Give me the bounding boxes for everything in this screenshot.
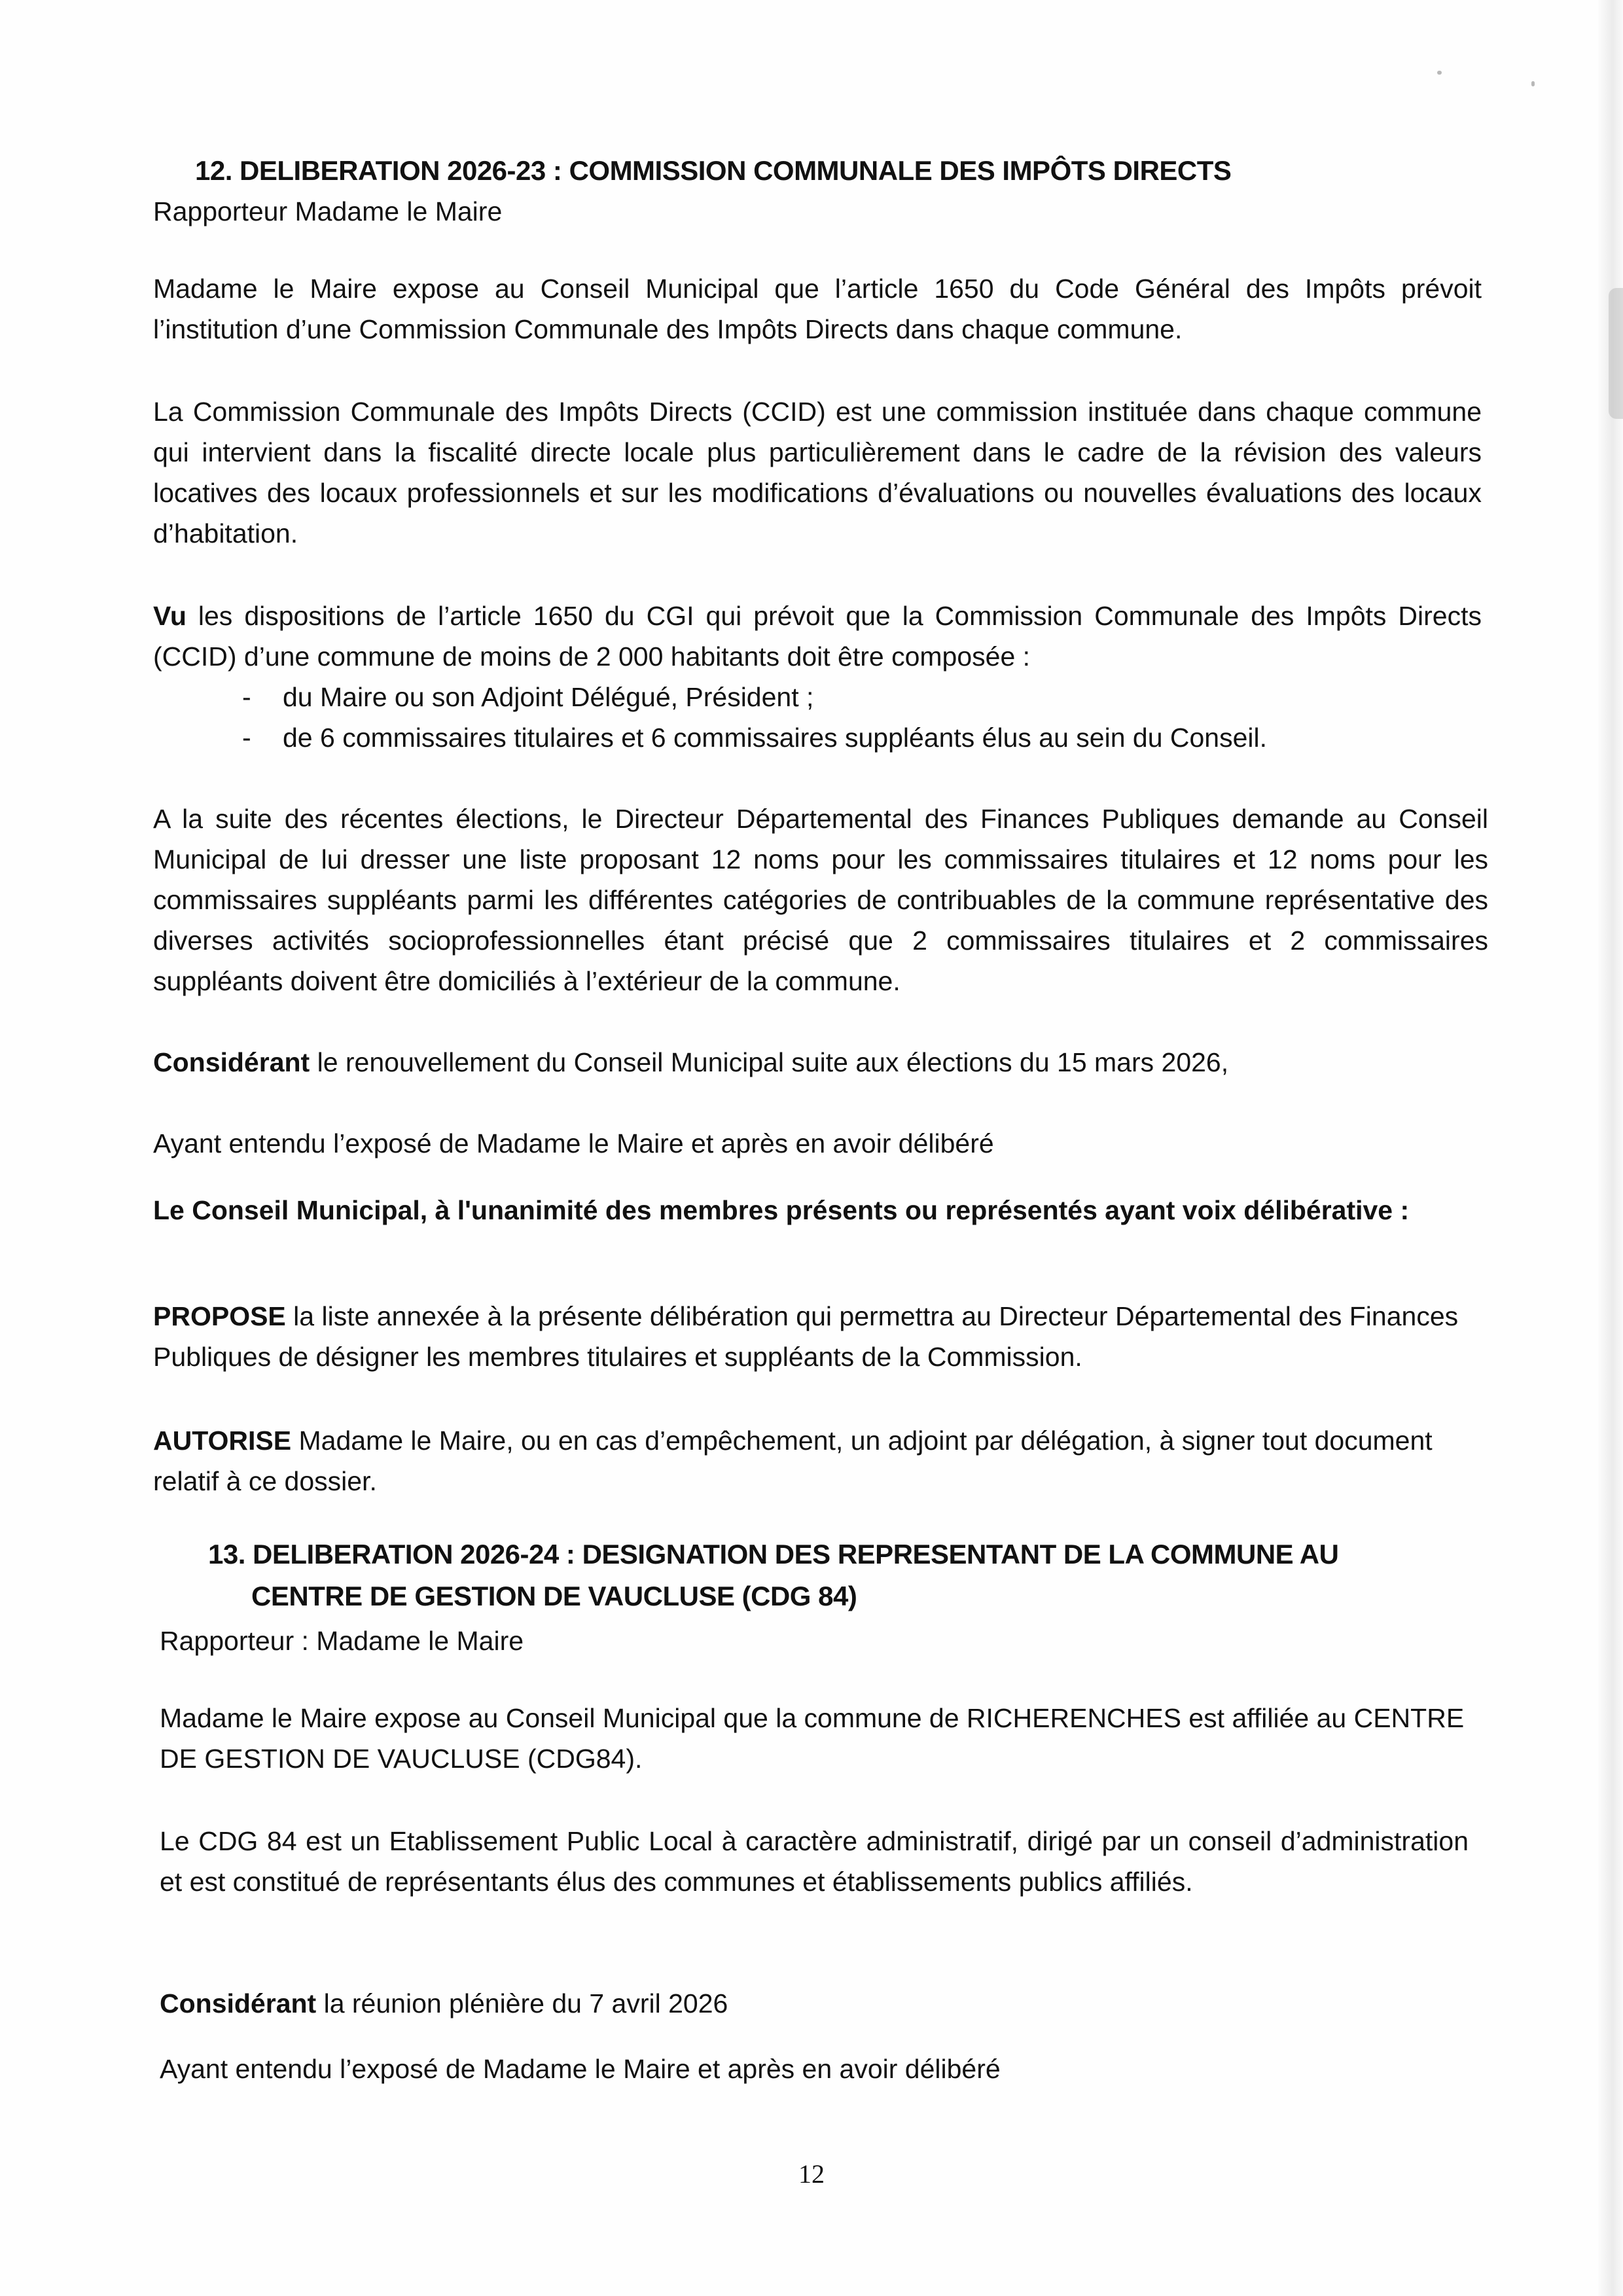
section-12-rapporteur: Rapporteur Madame le Maire — [153, 196, 503, 226]
section-12-heading: 12. DELIBERATION 2026-23 : COMMISSION COMMUNALE DES IMPÔTS DIRECTS — [195, 155, 1232, 186]
section-12-vu-paragraph — [153, 596, 1482, 677]
section-12-considerant — [153, 1042, 1488, 1083]
considerant-label: Considérant — [160, 1988, 317, 2018]
considerant-text: la réunion plénière du 7 avril 2026 — [316, 1988, 728, 2018]
section-12-propose — [153, 1296, 1462, 1377]
composition-item: - de 6 commissaires titulaires et 6 commissaires suppléants élus au sein du Conseil. — [153, 717, 1488, 758]
section-12-ayant-entendu: Ayant entendu l’exposé de Madame le Maire et après en avoir délibéré — [153, 1128, 994, 1158]
section-13-considerant — [160, 1983, 1495, 2024]
considerant-text: le renouvellement du Conseil Municipal suite aux élections du 15 mars 2026, — [310, 1047, 1229, 1077]
section-12-autorise — [153, 1420, 1462, 1501]
section-13-rapporteur: Rapporteur : Madame le Maire — [160, 1626, 524, 1656]
vu-label: Vu — [153, 601, 187, 631]
section-12-paragraph-2: La Commission Communale des Impôts Directs (CCID) est une commission instituée dans chaque commune qui intervient dans la fiscalité directe locale plus particulièrement dans le cadre de la révision des valeurs locatives des locaux professionnels et sur les modifications d’évaluations ou nouvelles évaluations des locaux d’habitation. — [153, 397, 1482, 548]
section-13-ayant-entendu: Ayant entendu l’exposé de Madame le Maire et après en avoir délibéré — [160, 2054, 1001, 2084]
autorise-label: AUTORISE — [153, 1426, 292, 1456]
composition-item: - du Maire ou son Adjoint Délégué, Président ; — [153, 677, 1488, 717]
scan-speck — [1531, 81, 1535, 86]
section-13-paragraph-2: Le CDG 84 est un Etablissement Public Local à caractère administratif, dirigé par un conseil d’administration et est constitué de représentants élus des communes et établissements publics affiliés. — [160, 1826, 1469, 1897]
propose-label: PROPOSE — [153, 1301, 286, 1331]
section-12-paragraph-1: Madame le Maire expose au Conseil Municipal que l’article 1650 du Code Général des Impôts prévoit l’institution d’une Commission Communale des Impôts Directs dans chaque commune. — [153, 274, 1482, 344]
considerant-label: Considérant — [153, 1047, 310, 1077]
propose-text: la liste annexée à la présente délibération qui permettra au Directeur Départemental des Finances Publiques de désigner les membres titulaires et suppléants de la Commission. — [153, 1301, 1459, 1372]
vu-text: les dispositions de l’article 1650 du CGI qui prévoit que la Commission Communale des Impôts Directs (CCID) d’une commune de moins de 2 000 habitants doit être composée : — [153, 601, 1482, 672]
section-13-heading-line-1: 13. DELIBERATION 2026-24 : DESIGNATION DES REPRESENTANT DE LA COMMUNE AU — [208, 1539, 1339, 1570]
section-12-decision: Le Conseil Municipal, à l'unanimité des membres présents ou représentés ayant voix délibérative : — [153, 1195, 1410, 1225]
section-12-composition-list — [153, 677, 1488, 758]
section-12-paragraph-3: A la suite des récentes élections, le Directeur Départemental des Finances Publiques demande au Conseil Municipal de lui dresser une liste proposant 12 noms pour les commissaires titulaires et 12 noms pour les commissaires suppléants parmi les différentes catégories de contribuables de la commune représentative des diverses activités socioprofessionnelles étant précisé que 2 commissaires titulaires et 2 commissaires suppléants doivent être domiciliés à l’extérieur de la commune. — [153, 804, 1488, 996]
scan-edge-mark — [1609, 288, 1623, 419]
scan-speck — [1437, 71, 1442, 75]
section-13-paragraph-1: Madame le Maire expose au Conseil Municipal que la commune de RICHERENCHES est affiliée au CENTRE DE GESTION DE VAUCLUSE (CDG84). — [160, 1703, 1465, 1774]
autorise-text: Madame le Maire, ou en cas d’empêchement, un adjoint par délégation, à signer tout document relatif à ce dossier. — [153, 1426, 1433, 1496]
page-number: 12 — [798, 2159, 825, 2189]
section-13-heading-line-2: CENTRE DE GESTION DE VAUCLUSE (CDG 84) — [251, 1581, 857, 1611]
